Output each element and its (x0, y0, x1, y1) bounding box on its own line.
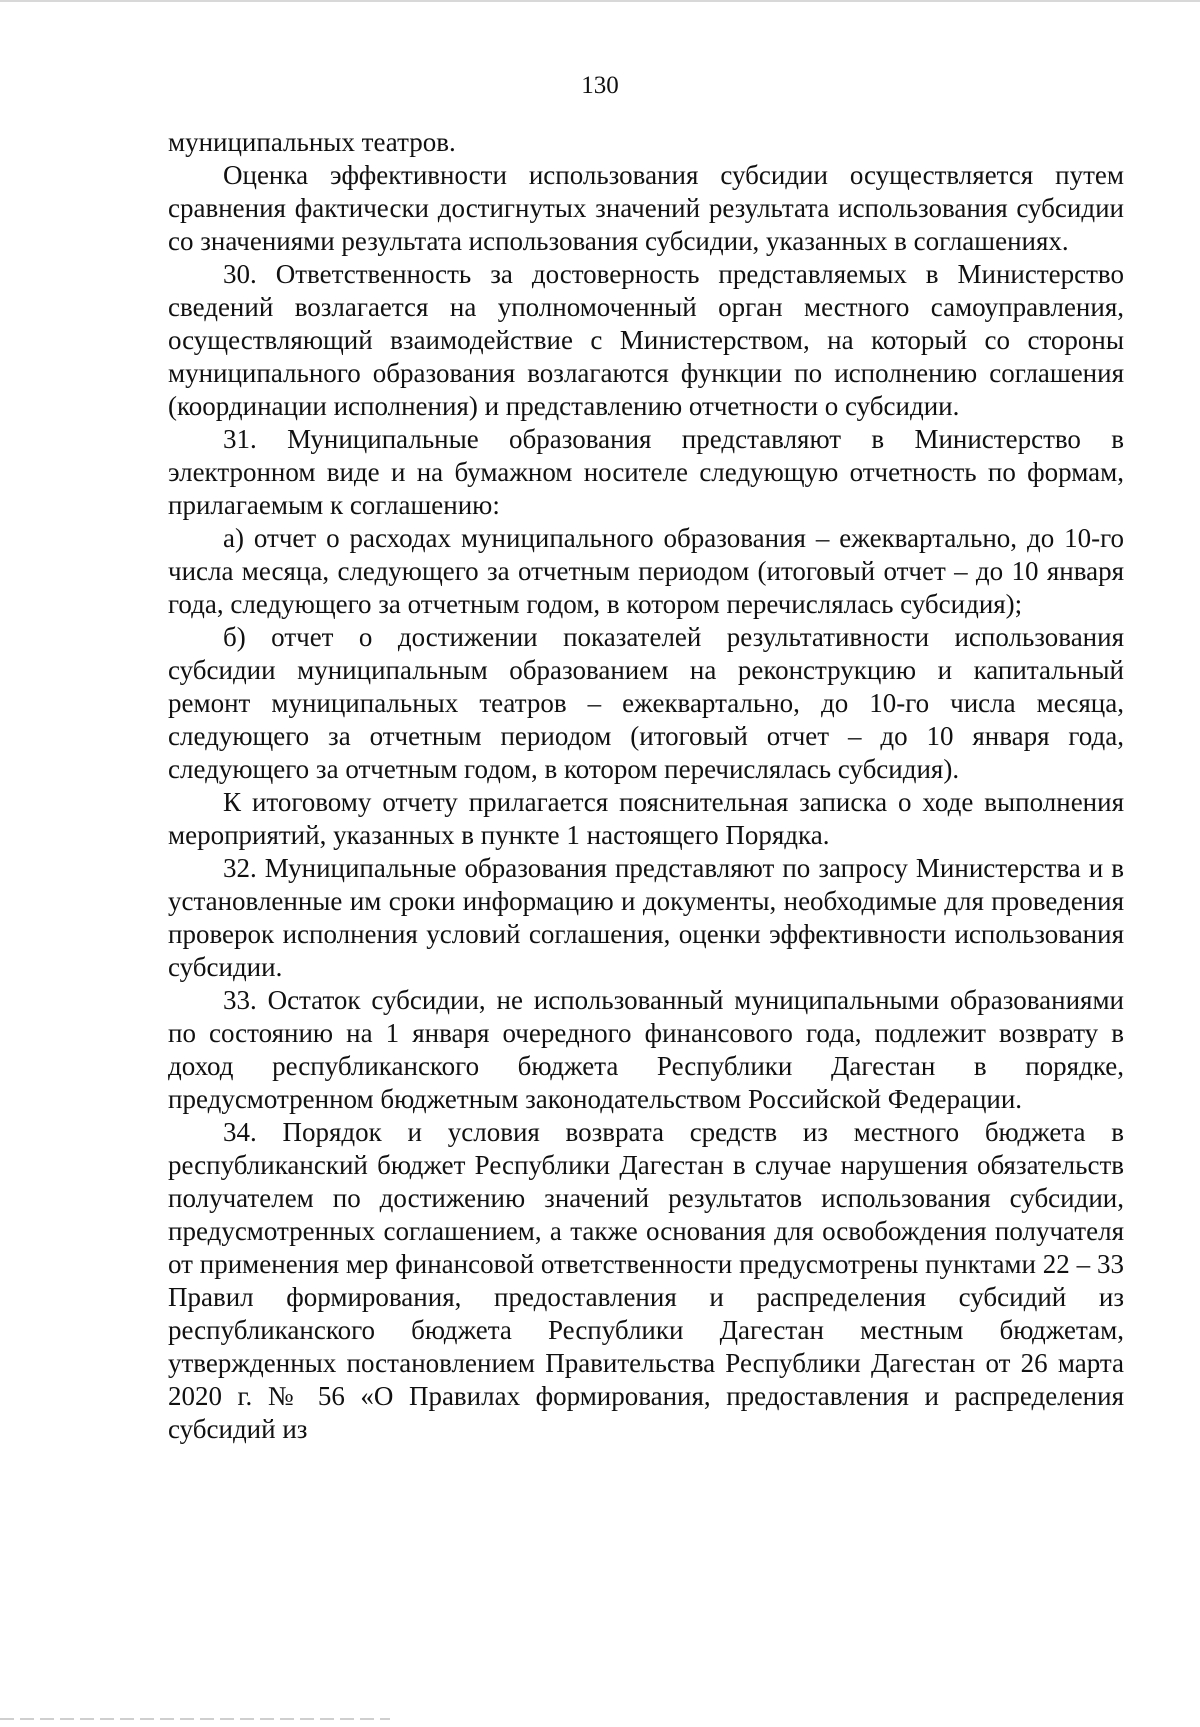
paragraph-clause-31-b: б) отчет о достижении показателей результативности использования субсидии муниципальным образованием на реконструкцию и капитальный ремонт муниципальных театров – ежеквартально, до 10-го числа месяца, следующего за отчетным периодом (итоговый отчет – до 10 января года, следующего за отчетным годом, в котором перечислялась субсидия). (168, 622, 1124, 784)
paragraph-clause-34: 34. Порядок и условия возврата средств из местного бюджета в республиканский бюджет Республики Дагестан в случае нарушения обязательств получателем по достижению значений результатов использования субсидии, предусмотренных соглашением, а также основания для освобождения получателя от применения мер финансовой ответственности предусмотрены пунктами 22 – 33 Правил формирования, предоставления и распределения субсидий из республиканского бюджета Республики Дагестан местным бюджетам, утвержденных постановлением Правительства Республики Дагестан от 26 марта 2020 г. № 56 «О Правилах формирования, предоставления и распределения субсидий из (168, 1117, 1124, 1444)
paragraph-clause-30: 30. Ответственность за достоверность представляемых в Министерство сведений возлагается на уполномоченный орган местного самоуправления, осуществляющий взаимодействие с Министерством, на который со стороны муниципального образования возлагаются функции по исполнению соглашения (координации исполнения) и представлению отчетности о субсидии. (168, 259, 1124, 421)
paragraph-clause-33: 33. Остаток субсидии, не использованный муниципальными образованиями по состоянию на 1 января очередного финансового года, подлежит возврату в доход республиканского бюджета Республики Дагестан в порядке, предусмотренном бюджетным законодательством Российской Федерации. (168, 985, 1124, 1114)
scan-top-edge (0, 0, 1200, 2)
page-number: 130 (581, 72, 619, 99)
paragraph-continuation: муниципальных театров. (168, 127, 456, 157)
paragraph-clause-31: 31. Муниципальные образования представляют в Министерство в электронном виде и на бумажном носителе следующую отчетность по формам, прилагаемым к соглашению: (168, 424, 1124, 520)
paragraph-final-report-note: К итоговому отчету прилагается пояснительная записка о ходе выполнения мероприятий, указанных в пункте 1 настоящего Порядка. (168, 787, 1124, 850)
document-body (168, 126, 1124, 1446)
scan-bottom-edge (0, 1718, 390, 1720)
paragraph-clause-31-a: а) отчет о расходах муниципального образования – ежеквартально, до 10-го числа месяца, следующего за отчетным периодом (итоговый отчет – до 10 января года, следующего за отчетным годом, в котором перечислялась субсидия); (168, 523, 1124, 619)
paragraph-efficiency-assessment: Оценка эффективности использования субсидии осуществляется путем сравнения фактически достигнутых значений результата использования субсидии со значениями результата использования субсидии, указанных в соглашениях. (168, 160, 1124, 256)
paragraph-clause-32: 32. Муниципальные образования представляют по запросу Министерства и в установленные им сроки информацию и документы, необходимые для проведения проверок исполнения условий соглашения, оценки эффективности использования субсидии. (168, 853, 1124, 982)
